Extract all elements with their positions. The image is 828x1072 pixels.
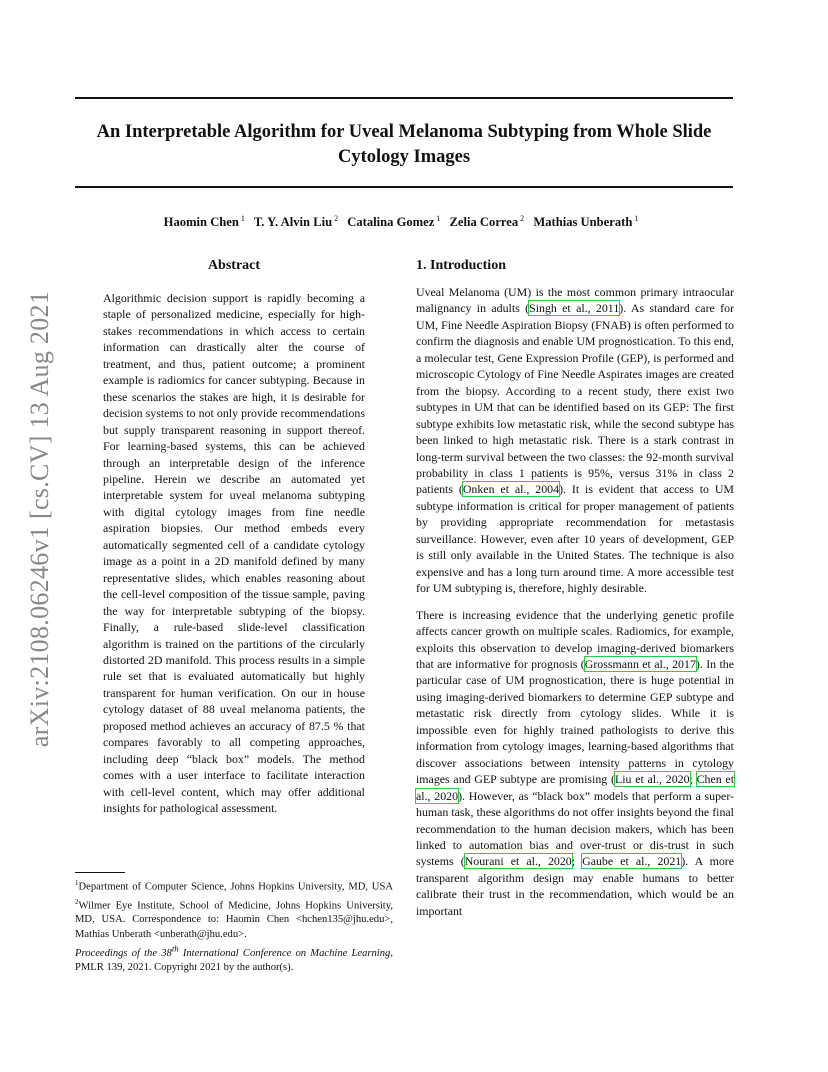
footnote-rule	[75, 872, 125, 873]
top-rule	[75, 97, 733, 99]
body-text: There is increasing evidence that the underlying genetic profile affects cancer growth on multiple scales. Radiomics, for example, exploits this observation to develop imaging-derived biomarkers that are informative for prognosis (	[416, 607, 734, 671]
citation-link[interactable]: Liu et al., 2020	[614, 772, 690, 787]
author-affiliation: 2	[334, 214, 339, 223]
paper-title: An Interpretable Algorithm for Uveal Melanoma Subtyping from Whole Slide Cytology Images	[96, 122, 712, 167]
proceedings-venue	[75, 943, 391, 959]
body-text: ). It is evident that access to UM subtype information is critical for proper management of patients by providing appropriate recommendation for metastasis surveillance. However, even after 10 years of development, GEP is still only available in the United States. The technique is also expensive and has a long turn around time. A more accessible test for UM subtyping is, therefore, highly desirable.	[416, 482, 734, 596]
intro-heading: 1. Introduction	[416, 258, 506, 273]
body-text: Uveal Melanoma (UM) is the most common primary intraocular malignancy in adults (	[416, 285, 734, 316]
abstract-text: Algorithmic decision support is rapidly becoming a staple of personalized medicine, especially for high-stakes recommendations in which access to certain information can drastically alter the course of treatment, and thus, patient outcome; a prominent example is radiomics for cancer subtyping. Because in these scenarios the stakes are high, it is desirable for decision systems to not only provide recommendations but supply transparent reasoning in support thereof. For learning-based systems, this can be achieved through an interpretable design of the inference pipeline. Herein we describe an automated yet interpretable system for uveal melanoma subtyping with digital cytology images from fine needle aspiration biopsies. Our method embeds every automatically segmented cell of a candidate cytology image as a point in a 2D manifold defined by many representative slides, which enables reasoning about the cell-level composition of the tissue sample, paving the way for interpretable subtyping of the biopsy. Finally, a rule-based slide-level classification algorithm is trained on the partitions of the circularly distorted 2D manifold. This process results in a simple rule set that is evaluated automatically but highly transparent for human verification. On our in house cytology dataset of 88 uveal melanoma patients, the proposed method achieves an accuracy of 87.5 % that compares favorably to all competing approaches, including deep “black box” models. The method comes with a user interface to facilitate interaction with cell-level content, which may offer additional insights for pathological assessment.	[103, 291, 365, 816]
arxiv-watermark: arXiv:2108.06246v1 [cs.CV] 13 Aug 2021	[25, 290, 54, 748]
citation-link[interactable]: Onken et al., 2004	[462, 482, 560, 497]
author-name: Haomin Chen	[163, 215, 239, 230]
author-affiliation: 1	[436, 214, 441, 223]
author-affiliation: 1	[634, 214, 639, 223]
intro-paragraph-2	[416, 607, 734, 920]
proceedings-text: Proceedings of the 38	[75, 947, 172, 959]
footnote-text: Department of Computer Science, Johns Hopkins University, MD, USA	[78, 881, 393, 893]
citation-link[interactable]: Chen et al., 2020	[416, 772, 735, 803]
proceedings-text: International Conference on Machine Learning	[178, 947, 391, 959]
affiliation-footnote	[75, 876, 393, 942]
author-name: T. Y. Alvin Liu	[253, 215, 333, 230]
citation-link[interactable]: Singh et al., 2011	[529, 301, 620, 316]
abstract-heading: Abstract	[207, 258, 261, 273]
body-text: ). In the particular case of UM prognostication, there is huge potential in using imaging-derived biomarkers to determine GEP subtype and metastatic risk directly from cytology slides. While it is impossible even for highly trained pathologists to derive this information from cytology images, learning-based algorithms that discover associations between intensity patterns in cytology images and GEP subtype are promising (	[416, 656, 735, 787]
intro-paragraph-1	[416, 284, 734, 597]
title-bottom-rule	[75, 186, 733, 188]
citation-link[interactable]: Gaube et al., 2021	[582, 854, 682, 869]
proceedings-note	[75, 941, 393, 976]
body-text: ). As standard care for UM, Fine Needle Aspiration Biopsy (FNAB) is often performed to confirm the diagnosis and enable UM prognostication. To this end, a molecular test, Gene Expression Profile (GEP), is performed and microscopic Cytology of Fine Needle Aspirates images are created from the biopsy. According to a recent study, there exist two subtypes in UM that can be identified based on its GEP: The first subtype exhibits low metastatic risk, while the second subtype has been linked to high metastatic risk. There is a stark contrast in long-term survival between the two classes: the 92-month survival probability in class 1 patients is 95%, versus 31% in class 2 patients (	[416, 301, 735, 497]
author-affiliation: 2	[520, 214, 525, 223]
intro-section	[416, 284, 734, 929]
body-text: ;	[689, 772, 697, 787]
body-text: ). A more transparent algorithm design may enable humans to better calibrate their trust in the recommendation, which would be an important	[416, 854, 734, 918]
author-name: Zelia Correa	[449, 215, 519, 230]
proceedings-copyright: , PMLR 139, 2021. Copyright 2021 by the author(s).	[75, 947, 393, 974]
abstract-section	[103, 290, 365, 817]
citation-link[interactable]: Nourani et al., 2020	[464, 854, 572, 869]
citation-link[interactable]: Grossmann et al., 2017	[584, 656, 696, 671]
footnote-marker: 1	[75, 879, 79, 887]
author-name: Catalina Gomez	[347, 215, 435, 230]
footnote-text: Wilmer Eye Institute, School of Medicine, Johns Hopkins University, MD, USA. Correspondence to: Haomin Chen <hchen135@jhu.edu>, Mathias Unberath <unberath@jhu.edu>.	[75, 900, 393, 940]
body-text: ). However, as “black box” models that perform a super-human task, these algorithms do not offer insights beyond the final recommendation to the human decision makers, which has been linked to automation bias and over-trust or dis-trust in such systems (	[416, 788, 735, 869]
body-text: ;	[571, 854, 583, 869]
footnote-marker: 2	[75, 897, 79, 906]
author-name: Mathias Unberath	[533, 215, 633, 230]
author-list	[75, 214, 733, 230]
author-affiliation: 1	[240, 214, 245, 223]
proceedings-ordinal: th	[171, 943, 179, 953]
